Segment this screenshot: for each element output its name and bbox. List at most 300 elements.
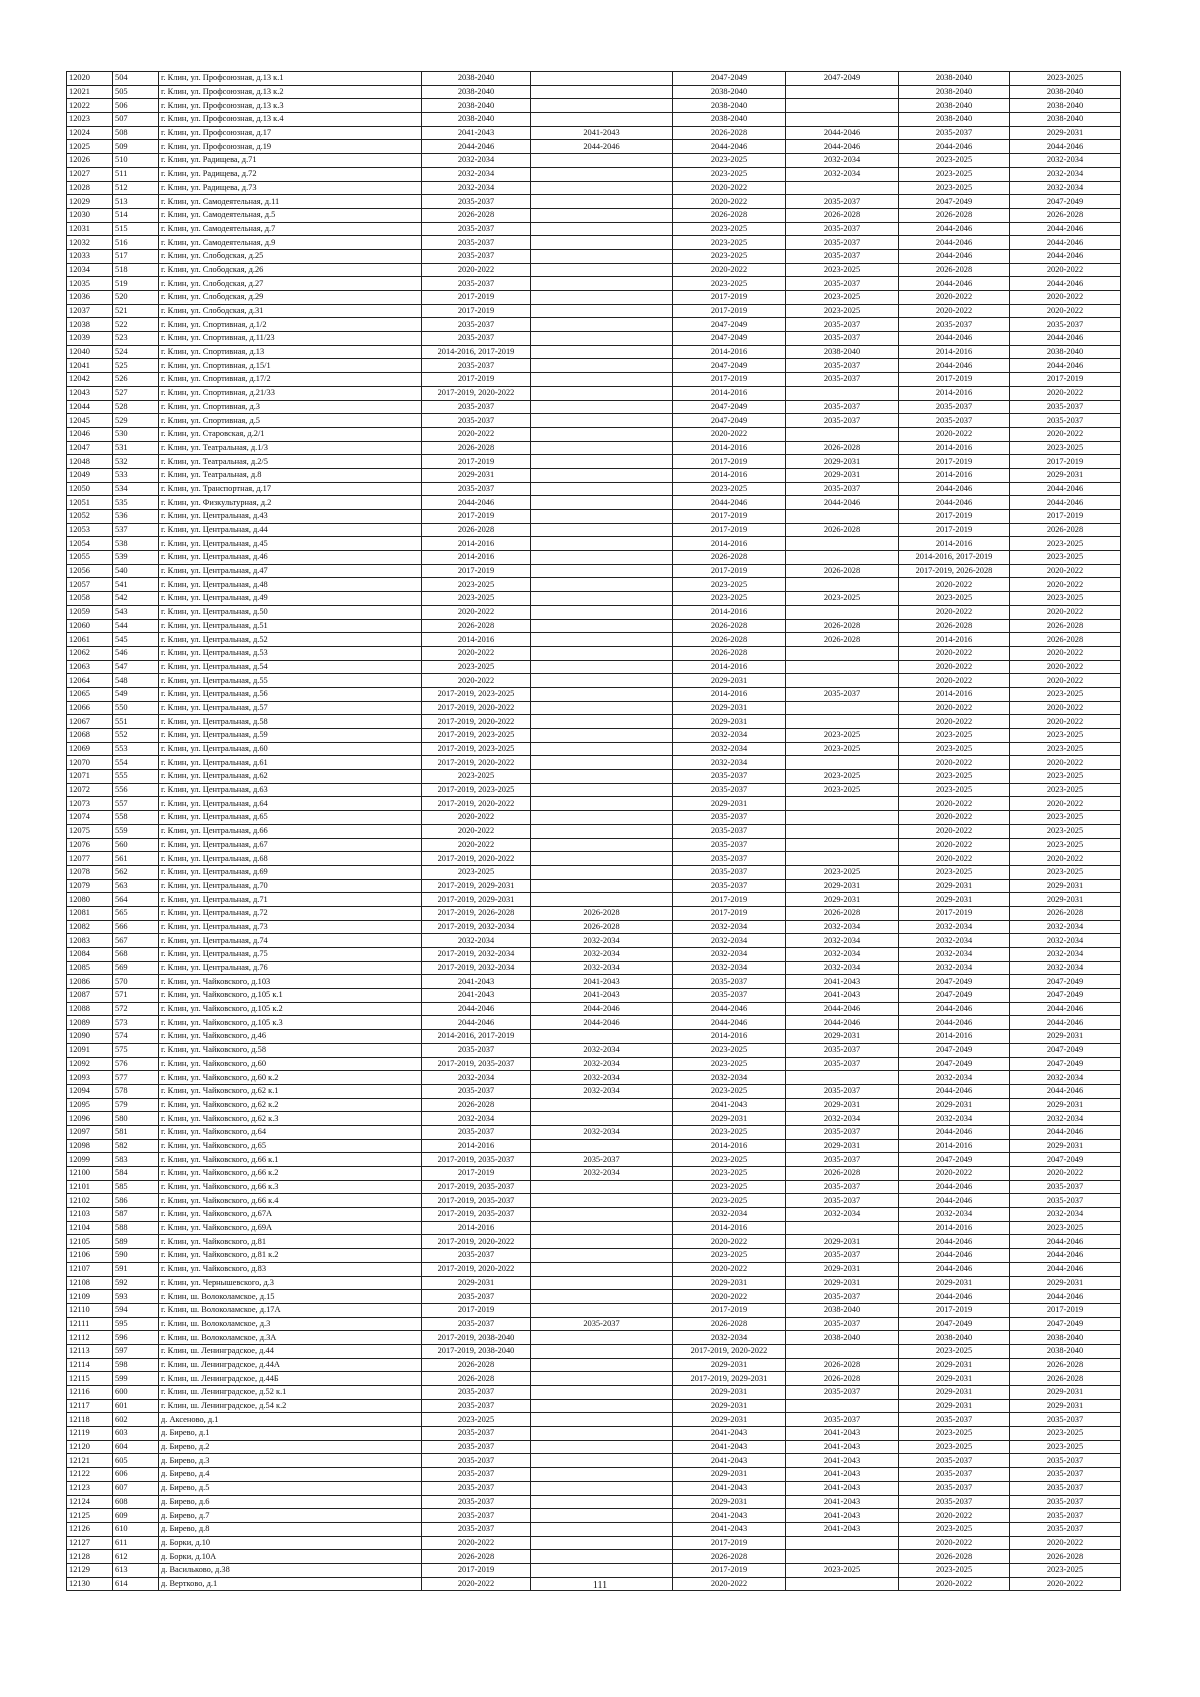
period-cell-4: 2029-2031 [786, 1139, 899, 1153]
period-cell-5: 2014-2016 [899, 687, 1010, 701]
period-cell-4 [786, 838, 899, 852]
period-cell-6: 2023-2025 [1010, 72, 1121, 86]
period-cell-4: 2026-2028 [786, 619, 899, 633]
table-row [67, 1262, 1121, 1276]
house-number-cell: 599 [113, 1372, 159, 1386]
period-cell-6: 2029-2031 [1010, 1386, 1121, 1400]
period-cell-2 [531, 85, 673, 99]
address-cell: г. Клин, ул. Чайковского, д.66 к.4 [159, 1194, 422, 1208]
row-id-cell: 12030 [67, 208, 113, 222]
period-cell-4 [786, 1399, 899, 1413]
period-cell-1: 2035-2037 [422, 1509, 531, 1523]
house-number-cell: 519 [113, 277, 159, 291]
period-cell-1: 2020-2022 [422, 838, 531, 852]
period-cell-5: 2029-2031 [899, 1276, 1010, 1290]
house-number-cell: 541 [113, 578, 159, 592]
row-id-cell: 12062 [67, 646, 113, 660]
address-cell: г. Клин, ул. Центральная, д.71 [159, 893, 422, 907]
table-row [67, 674, 1121, 688]
period-cell-5: 2044-2046 [899, 249, 1010, 263]
house-number-cell: 566 [113, 920, 159, 934]
period-cell-6: 2023-2025 [1010, 687, 1121, 701]
period-cell-3: 2017-2019 [673, 455, 786, 469]
period-cell-1: 2035-2037 [422, 359, 531, 373]
period-cell-3: 2023-2025 [673, 1057, 786, 1071]
period-cell-5: 2032-2034 [899, 1208, 1010, 1222]
house-number-cell: 511 [113, 167, 159, 181]
period-cell-2 [531, 1276, 673, 1290]
period-cell-5: 2023-2025 [899, 1440, 1010, 1454]
period-cell-5: 2023-2025 [899, 729, 1010, 743]
address-cell: г. Клин, ул. Центральная, д.60 [159, 742, 422, 756]
table-row [67, 373, 1121, 387]
period-cell-5: 2023-2025 [899, 742, 1010, 756]
period-cell-4: 2023-2025 [786, 729, 899, 743]
address-cell: г. Клин, ул. Спортивная, д.5 [159, 414, 422, 428]
period-cell-4: 2035-2037 [786, 1180, 899, 1194]
period-cell-3: 2014-2016 [673, 1139, 786, 1153]
period-cell-1: 2035-2037 [422, 1495, 531, 1509]
row-id-cell: 12021 [67, 85, 113, 99]
period-cell-6: 2020-2022 [1010, 797, 1121, 811]
period-cell-6: 2038-2040 [1010, 345, 1121, 359]
period-cell-2 [531, 687, 673, 701]
period-cell-5: 2047-2049 [899, 1043, 1010, 1057]
period-cell-2 [531, 1454, 673, 1468]
period-cell-3: 2032-2034 [673, 934, 786, 948]
period-cell-3: 2029-2031 [673, 1386, 786, 1400]
period-cell-1: 2017-2019, 2035-2037 [422, 1194, 531, 1208]
period-cell-4: 2035-2037 [786, 687, 899, 701]
period-cell-5: 2044-2046 [899, 1125, 1010, 1139]
address-cell: г. Клин, ш. Ленинградское, д.44Б [159, 1372, 422, 1386]
period-cell-1: 2035-2037 [422, 332, 531, 346]
row-id-cell: 12097 [67, 1125, 113, 1139]
period-cell-1: 2026-2028 [422, 208, 531, 222]
period-cell-1: 2035-2037 [422, 249, 531, 263]
address-cell: г. Клин, ул. Центральная, д.62 [159, 770, 422, 784]
period-cell-4 [786, 715, 899, 729]
period-cell-6: 2032-2034 [1010, 961, 1121, 975]
house-number-cell: 546 [113, 646, 159, 660]
period-cell-2 [531, 838, 673, 852]
row-id-cell: 12106 [67, 1249, 113, 1263]
period-cell-2: 2032-2034 [531, 934, 673, 948]
period-cell-6: 2026-2028 [1010, 619, 1121, 633]
address-cell: г. Клин, ул. Центральная, д.75 [159, 948, 422, 962]
house-number-cell: 556 [113, 783, 159, 797]
period-cell-5: 2020-2022 [899, 1536, 1010, 1550]
period-cell-3: 2032-2034 [673, 729, 786, 743]
house-number-cell: 549 [113, 687, 159, 701]
period-cell-1: 2020-2022 [422, 811, 531, 825]
period-cell-3: 2032-2034 [673, 961, 786, 975]
period-cell-2 [531, 263, 673, 277]
period-cell-2 [531, 1522, 673, 1536]
period-cell-6: 2044-2046 [1010, 1235, 1121, 1249]
period-cell-4: 2038-2040 [786, 1331, 899, 1345]
address-cell: г. Клин, ул. Профсоюзная, д.13 к.2 [159, 85, 422, 99]
table-row [67, 1399, 1121, 1413]
period-cell-4: 2041-2043 [786, 989, 899, 1003]
period-cell-5: 2032-2034 [899, 1071, 1010, 1085]
period-cell-2 [531, 729, 673, 743]
period-cell-3: 2032-2034 [673, 948, 786, 962]
period-cell-4: 2032-2034 [786, 1208, 899, 1222]
house-number-cell: 552 [113, 729, 159, 743]
address-cell: г. Клин, ул. Центральная, д.45 [159, 537, 422, 551]
period-cell-4 [786, 1550, 899, 1564]
row-id-cell: 12082 [67, 920, 113, 934]
row-id-cell: 12099 [67, 1153, 113, 1167]
period-cell-6: 2047-2049 [1010, 1057, 1121, 1071]
house-number-cell: 590 [113, 1249, 159, 1263]
period-cell-4 [786, 660, 899, 674]
period-cell-2 [531, 154, 673, 168]
address-cell: г. Клин, ул. Слободская, д.31 [159, 304, 422, 318]
house-number-cell: 579 [113, 1098, 159, 1112]
row-id-cell: 12033 [67, 249, 113, 263]
row-id-cell: 12056 [67, 564, 113, 578]
house-number-cell: 559 [113, 824, 159, 838]
house-number-cell: 580 [113, 1112, 159, 1126]
period-cell-6: 2029-2031 [1010, 893, 1121, 907]
period-cell-3: 2032-2034 [673, 920, 786, 934]
period-cell-2 [531, 1563, 673, 1577]
period-cell-5: 2044-2046 [899, 1084, 1010, 1098]
period-cell-3: 2038-2040 [673, 113, 786, 127]
period-cell-4 [786, 1344, 899, 1358]
address-cell: г. Клин, ул. Профсоюзная, д.13 к.1 [159, 72, 422, 86]
table-row [67, 1276, 1121, 1290]
period-cell-2 [531, 811, 673, 825]
period-cell-3: 2047-2049 [673, 72, 786, 86]
address-cell: г. Клин, ул. Центральная, д.58 [159, 715, 422, 729]
period-cell-4: 2029-2031 [786, 455, 899, 469]
row-id-cell: 12124 [67, 1495, 113, 1509]
address-cell: г. Клин, ул. Центральная, д.51 [159, 619, 422, 633]
house-number-cell: 567 [113, 934, 159, 948]
house-number-cell: 518 [113, 263, 159, 277]
period-cell-4: 2041-2043 [786, 1427, 899, 1441]
house-number-cell: 531 [113, 441, 159, 455]
house-number-cell: 565 [113, 906, 159, 920]
period-cell-1: 2044-2046 [422, 496, 531, 510]
period-cell-1: 2017-2019 [422, 1303, 531, 1317]
period-cell-4: 2041-2043 [786, 975, 899, 989]
table-row [67, 1194, 1121, 1208]
house-number-cell: 550 [113, 701, 159, 715]
period-cell-1: 2017-2019, 2020-2022 [422, 386, 531, 400]
table-row [67, 1153, 1121, 1167]
period-cell-2 [531, 1495, 673, 1509]
house-number-cell: 586 [113, 1194, 159, 1208]
address-cell: г. Клин, ул. Самодеятельная, д.11 [159, 195, 422, 209]
house-number-cell: 533 [113, 468, 159, 482]
period-cell-3: 2035-2037 [673, 865, 786, 879]
period-cell-3: 2026-2028 [673, 126, 786, 140]
period-cell-6: 2038-2040 [1010, 99, 1121, 113]
period-cell-4: 2023-2025 [786, 742, 899, 756]
period-cell-4: 2041-2043 [786, 1495, 899, 1509]
address-cell: г. Клин, ул. Спортивная, д.17/2 [159, 373, 422, 387]
period-cell-5: 2032-2034 [899, 934, 1010, 948]
period-cell-3: 2020-2022 [673, 195, 786, 209]
table-row [67, 427, 1121, 441]
period-cell-6: 2044-2046 [1010, 332, 1121, 346]
period-cell-1: 2023-2025 [422, 578, 531, 592]
row-id-cell: 12085 [67, 961, 113, 975]
period-cell-3: 2017-2019 [673, 523, 786, 537]
address-cell: д. Аксеново, д.1 [159, 1413, 422, 1427]
period-cell-5: 2044-2046 [899, 222, 1010, 236]
period-cell-5: 2023-2025 [899, 1344, 1010, 1358]
period-cell-1: 2035-2037 [422, 414, 531, 428]
period-cell-4: 2032-2034 [786, 920, 899, 934]
period-cell-3: 2023-2025 [673, 1084, 786, 1098]
period-cell-5: 2032-2034 [899, 948, 1010, 962]
row-id-cell: 12090 [67, 1030, 113, 1044]
table-row [67, 633, 1121, 647]
period-cell-3: 2029-2031 [673, 674, 786, 688]
period-cell-2 [531, 482, 673, 496]
period-cell-1: 2017-2019, 2032-2034 [422, 961, 531, 975]
period-cell-6: 2035-2037 [1010, 1194, 1121, 1208]
period-cell-4: 2035-2037 [786, 1413, 899, 1427]
period-cell-4 [786, 605, 899, 619]
period-cell-3: 2020-2022 [673, 1577, 786, 1591]
period-cell-1: 2014-2016 [422, 551, 531, 565]
address-cell: г. Клин, ул. Центральная, д.76 [159, 961, 422, 975]
period-cell-4: 2026-2028 [786, 1167, 899, 1181]
address-cell: д. Бирево, д.1 [159, 1427, 422, 1441]
table-row [67, 564, 1121, 578]
row-id-cell: 12113 [67, 1344, 113, 1358]
period-cell-2 [531, 1372, 673, 1386]
table-row [67, 1235, 1121, 1249]
period-cell-6: 2047-2049 [1010, 1317, 1121, 1331]
row-id-cell: 12130 [67, 1577, 113, 1591]
period-cell-5: 2047-2049 [899, 975, 1010, 989]
period-cell-4: 2023-2025 [786, 592, 899, 606]
row-id-cell: 12096 [67, 1112, 113, 1126]
row-id-cell: 12032 [67, 236, 113, 250]
period-cell-4: 2026-2028 [786, 906, 899, 920]
period-cell-5: 2032-2034 [899, 1112, 1010, 1126]
period-cell-6: 2029-2031 [1010, 126, 1121, 140]
row-id-cell: 12102 [67, 1194, 113, 1208]
period-cell-2 [531, 824, 673, 838]
period-cell-1: 2035-2037 [422, 400, 531, 414]
period-cell-3: 2023-2025 [673, 578, 786, 592]
period-cell-2: 2044-2046 [531, 140, 673, 154]
period-cell-1: 2020-2022 [422, 674, 531, 688]
period-cell-2: 2026-2028 [531, 920, 673, 934]
row-id-cell: 12084 [67, 948, 113, 962]
address-cell: г. Клин, ул. Чайковского, д.62 к.2 [159, 1098, 422, 1112]
period-cell-6: 2035-2037 [1010, 400, 1121, 414]
period-cell-4 [786, 113, 899, 127]
period-cell-1: 2035-2037 [422, 1427, 531, 1441]
period-cell-5: 2044-2046 [899, 482, 1010, 496]
period-cell-4: 2029-2031 [786, 1098, 899, 1112]
house-number-cell: 548 [113, 674, 159, 688]
period-cell-5: 2020-2022 [899, 811, 1010, 825]
period-cell-1: 2017-2019 [422, 1167, 531, 1181]
period-cell-6: 2023-2025 [1010, 783, 1121, 797]
period-cell-2 [531, 208, 673, 222]
period-cell-6: 2020-2022 [1010, 1167, 1121, 1181]
address-cell: г. Клин, ш. Ленинградское, д.44А [159, 1358, 422, 1372]
house-number-cell: 523 [113, 332, 159, 346]
period-cell-3: 2044-2046 [673, 496, 786, 510]
period-cell-5: 2035-2037 [899, 1413, 1010, 1427]
row-id-cell: 12073 [67, 797, 113, 811]
table-row [67, 879, 1121, 893]
period-cell-2 [531, 1386, 673, 1400]
table-row [67, 1481, 1121, 1495]
period-cell-5: 2047-2049 [899, 195, 1010, 209]
period-cell-3: 2035-2037 [673, 975, 786, 989]
period-cell-1: 2035-2037 [422, 1317, 531, 1331]
address-cell: д. Бирево, д.7 [159, 1509, 422, 1523]
period-cell-3: 2023-2025 [673, 1194, 786, 1208]
table-row [67, 1125, 1121, 1139]
period-cell-5: 2023-2025 [899, 181, 1010, 195]
period-cell-2: 2032-2034 [531, 961, 673, 975]
period-cell-1: 2023-2025 [422, 660, 531, 674]
period-cell-2 [531, 605, 673, 619]
table-row [67, 332, 1121, 346]
period-cell-4: 2035-2037 [786, 482, 899, 496]
house-number-cell: 593 [113, 1290, 159, 1304]
row-id-cell: 12028 [67, 181, 113, 195]
page-number: 111 [592, 1580, 608, 1591]
row-id-cell: 12129 [67, 1563, 113, 1577]
house-number-cell: 563 [113, 879, 159, 893]
period-cell-2 [531, 1235, 673, 1249]
period-cell-4: 2035-2037 [786, 249, 899, 263]
period-cell-3: 2017-2019 [673, 893, 786, 907]
address-cell: г. Клин, ш. Волоколамское, д.3А [159, 1331, 422, 1345]
table-row [67, 1290, 1121, 1304]
table-row [67, 906, 1121, 920]
period-cell-2 [531, 427, 673, 441]
house-number-cell: 524 [113, 345, 159, 359]
address-cell: г. Клин, ш. Ленинградское, д.54 к.2 [159, 1399, 422, 1413]
table-row [67, 1317, 1121, 1331]
period-cell-5: 2047-2049 [899, 1317, 1010, 1331]
period-cell-2 [531, 537, 673, 551]
period-cell-1: 2035-2037 [422, 1440, 531, 1454]
address-cell: д. Бирево, д.8 [159, 1522, 422, 1536]
row-id-cell: 12087 [67, 989, 113, 1003]
period-cell-6: 2038-2040 [1010, 1331, 1121, 1345]
period-cell-1: 2014-2016, 2017-2019 [422, 1030, 531, 1044]
period-cell-2 [531, 1413, 673, 1427]
house-number-cell: 507 [113, 113, 159, 127]
house-number-cell: 542 [113, 592, 159, 606]
period-cell-1: 2014-2016, 2017-2019 [422, 345, 531, 359]
period-cell-5: 2023-2025 [899, 167, 1010, 181]
period-cell-2 [531, 332, 673, 346]
row-id-cell: 12091 [67, 1043, 113, 1057]
period-cell-1: 2017-2019, 2029-2031 [422, 893, 531, 907]
period-cell-2 [531, 113, 673, 127]
house-number-cell: 600 [113, 1386, 159, 1400]
row-id-cell: 12118 [67, 1413, 113, 1427]
period-cell-4: 2038-2040 [786, 1303, 899, 1317]
period-cell-1: 2017-2019 [422, 1563, 531, 1577]
period-cell-5: 2020-2022 [899, 427, 1010, 441]
period-cell-2 [531, 1358, 673, 1372]
table-row [67, 1057, 1121, 1071]
table-row [67, 195, 1121, 209]
period-cell-5: 2020-2022 [899, 646, 1010, 660]
period-cell-1: 2017-2019 [422, 304, 531, 318]
period-cell-5: 2029-2031 [899, 893, 1010, 907]
period-cell-3: 2029-2031 [673, 701, 786, 715]
period-cell-6: 2029-2031 [1010, 1098, 1121, 1112]
period-cell-1: 2035-2037 [422, 277, 531, 291]
period-cell-4 [786, 824, 899, 838]
row-id-cell: 12115 [67, 1372, 113, 1386]
row-id-cell: 12086 [67, 975, 113, 989]
period-cell-6: 2044-2046 [1010, 482, 1121, 496]
period-cell-5: 2020-2022 [899, 824, 1010, 838]
period-cell-5: 2029-2031 [899, 1399, 1010, 1413]
period-cell-6: 2035-2037 [1010, 414, 1121, 428]
table-row [67, 455, 1121, 469]
period-cell-5: 2020-2022 [899, 1509, 1010, 1523]
row-id-cell: 12098 [67, 1139, 113, 1153]
period-cell-6: 2023-2025 [1010, 729, 1121, 743]
house-number-cell: 584 [113, 1167, 159, 1181]
house-number-cell: 537 [113, 523, 159, 537]
period-cell-3: 2035-2037 [673, 770, 786, 784]
address-cell: г. Клин, ул. Центральная, д.54 [159, 660, 422, 674]
house-number-cell: 510 [113, 154, 159, 168]
period-cell-6: 2044-2046 [1010, 249, 1121, 263]
row-id-cell: 12072 [67, 783, 113, 797]
period-cell-5: 2035-2037 [899, 400, 1010, 414]
row-id-cell: 12041 [67, 359, 113, 373]
period-cell-3: 2041-2043 [673, 1481, 786, 1495]
house-number-cell: 544 [113, 619, 159, 633]
period-cell-3: 2023-2025 [673, 236, 786, 250]
address-cell: г. Клин, ул. Чайковского, д.81 [159, 1235, 422, 1249]
period-cell-6: 2023-2025 [1010, 1221, 1121, 1235]
address-cell: г. Клин, ул. Чайковского, д.64 [159, 1125, 422, 1139]
period-cell-5: 2014-2016, 2017-2019 [899, 551, 1010, 565]
table-row [67, 1550, 1121, 1564]
period-cell-4: 2029-2031 [786, 1262, 899, 1276]
table-row [67, 414, 1121, 428]
period-cell-3: 2017-2019, 2020-2022 [673, 1344, 786, 1358]
table-row [67, 1495, 1121, 1509]
address-cell: г. Клин, ул. Центральная, д.68 [159, 852, 422, 866]
row-id-cell: 12027 [67, 167, 113, 181]
period-cell-2 [531, 551, 673, 565]
period-cell-5: 2032-2034 [899, 961, 1010, 975]
house-number-cell: 605 [113, 1454, 159, 1468]
period-cell-3: 2017-2019 [673, 291, 786, 305]
period-cell-6: 2044-2046 [1010, 1290, 1121, 1304]
period-cell-3: 2023-2025 [673, 482, 786, 496]
period-cell-1: 2014-2016 [422, 633, 531, 647]
address-cell: г. Клин, ул. Слободская, д.27 [159, 277, 422, 291]
period-cell-3: 2044-2046 [673, 1002, 786, 1016]
